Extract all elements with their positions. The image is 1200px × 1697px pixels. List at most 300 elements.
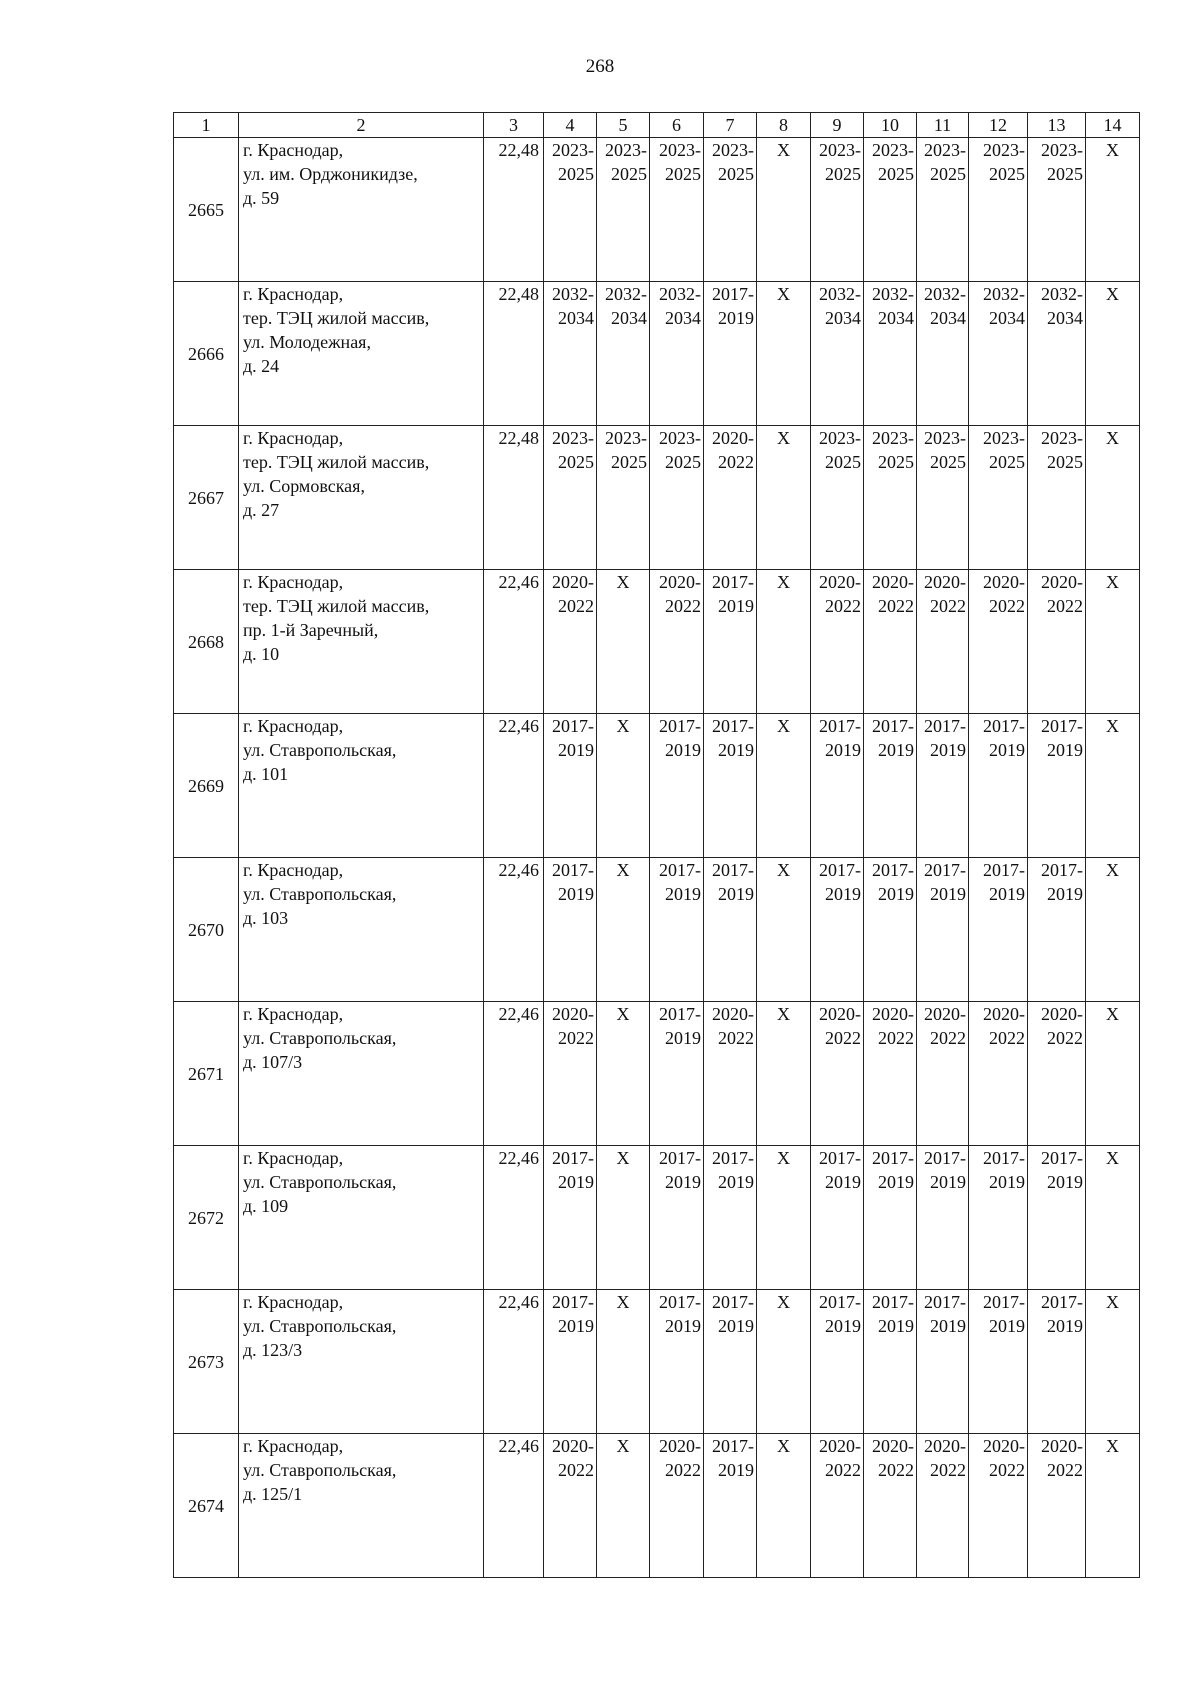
address-cell <box>239 138 484 282</box>
year-range-line: 2017- <box>924 1292 966 1312</box>
not-applicable-mark: X <box>1086 858 1140 1002</box>
year-range-cell <box>864 282 917 426</box>
year-range-line: 2022 <box>989 1028 1025 1048</box>
year-range-line: 2032- <box>659 284 701 304</box>
year-range-line: 2025 <box>930 452 966 472</box>
year-range-cell <box>864 1434 917 1578</box>
year-range-line: 2032- <box>872 284 914 304</box>
year-range-line: 2019 <box>825 740 861 760</box>
year-range-cell <box>650 570 704 714</box>
year-range-line: 2020- <box>819 1436 861 1456</box>
year-range-line: 2022 <box>989 596 1025 616</box>
year-range-line: 2034 <box>611 308 647 328</box>
address-cell <box>239 426 484 570</box>
address-cell <box>239 714 484 858</box>
year-range-line: 2022 <box>1047 1460 1083 1480</box>
year-range-cell <box>597 282 650 426</box>
address-line: ул. Ставропольская, <box>243 884 397 904</box>
year-range-line: 2025 <box>825 452 861 472</box>
year-range-line: 2017- <box>983 716 1025 736</box>
year-range-line: 2022 <box>825 596 861 616</box>
year-range-line: 2023- <box>924 428 966 448</box>
address-line: г. Краснодар, <box>243 1436 344 1456</box>
year-range-line: 2019 <box>825 884 861 904</box>
area-value: 22,46 <box>484 1434 544 1578</box>
year-range-line: 2034 <box>930 308 966 328</box>
year-range-cell <box>864 570 917 714</box>
year-range-line: 2022 <box>989 1460 1025 1480</box>
year-range-line: 2019 <box>665 884 701 904</box>
address-line: д. 123/3 <box>243 1340 303 1360</box>
year-range-cell <box>811 1434 864 1578</box>
address-line: пр. 1-й Заречный, <box>243 620 379 640</box>
year-range-cell <box>544 570 597 714</box>
not-applicable-mark: X <box>757 282 811 426</box>
year-range-cell <box>650 714 704 858</box>
area-value: 22,46 <box>484 1002 544 1146</box>
year-range-line: 2022 <box>930 1460 966 1480</box>
row-number: 2669 <box>174 714 239 858</box>
year-range-cell <box>1028 1290 1086 1434</box>
year-range-line: 2034 <box>558 308 594 328</box>
column-number-row <box>174 113 1140 138</box>
column-header-2: 2 <box>239 113 484 138</box>
not-applicable-mark: X <box>597 1434 650 1578</box>
address-cell <box>239 1290 484 1434</box>
not-applicable-mark: X <box>1086 1290 1140 1434</box>
year-range-cell <box>650 1434 704 1578</box>
year-range-cell <box>1028 858 1086 1002</box>
address-line: г. Краснодар, <box>243 572 344 592</box>
not-applicable-mark: X <box>1086 1434 1140 1578</box>
year-range-line: 2025 <box>665 164 701 184</box>
area-value: 22,46 <box>484 570 544 714</box>
year-range-line: 2020- <box>712 428 754 448</box>
year-range-line: 2017- <box>659 1004 701 1024</box>
year-range-cell <box>704 282 757 426</box>
year-range-line: 2019 <box>665 1316 701 1336</box>
year-range-cell <box>811 1002 864 1146</box>
year-range-line: 2022 <box>665 596 701 616</box>
year-range-line: 2022 <box>825 1460 861 1480</box>
year-range-line: 2025 <box>665 452 701 472</box>
year-range-line: 2019 <box>989 1172 1025 1192</box>
year-range-cell <box>969 858 1028 1002</box>
not-applicable-mark: X <box>597 570 650 714</box>
row-number: 2665 <box>174 138 239 282</box>
year-range-cell <box>597 138 650 282</box>
year-range-cell <box>704 1002 757 1146</box>
address-line: д. 109 <box>243 1196 289 1216</box>
not-applicable-mark: X <box>757 426 811 570</box>
year-range-cell <box>704 1290 757 1434</box>
year-range-line: 2020- <box>872 572 914 592</box>
row-number: 2671 <box>174 1002 239 1146</box>
year-range-line: 2017- <box>983 1148 1025 1168</box>
year-range-cell <box>1028 570 1086 714</box>
year-range-cell <box>544 1290 597 1434</box>
year-range-cell <box>917 138 969 282</box>
year-range-line: 2019 <box>1047 1172 1083 1192</box>
address-line: д. 103 <box>243 908 289 928</box>
row-number: 2672 <box>174 1146 239 1290</box>
year-range-line: 2017- <box>712 1292 754 1312</box>
year-range-line: 2022 <box>878 1460 914 1480</box>
year-range-line: 2020- <box>1041 1436 1083 1456</box>
year-range-line: 2022 <box>665 1460 701 1480</box>
year-range-line: 2017- <box>712 716 754 736</box>
year-range-cell <box>969 714 1028 858</box>
address-line: ул. Ставропольская, <box>243 1460 397 1480</box>
row-number: 2668 <box>174 570 239 714</box>
year-range-line: 2019 <box>718 596 754 616</box>
year-range-cell <box>969 570 1028 714</box>
year-range-line: 2019 <box>878 740 914 760</box>
year-range-line: 2019 <box>665 1172 701 1192</box>
year-range-cell <box>969 1290 1028 1434</box>
year-range-line: 2020- <box>924 1436 966 1456</box>
year-range-cell <box>1028 426 1086 570</box>
year-range-line: 2017- <box>819 1148 861 1168</box>
year-range-line: 2019 <box>558 1316 594 1336</box>
year-range-line: 2023- <box>552 428 594 448</box>
year-range-line: 2032- <box>605 284 647 304</box>
year-range-line: 2020- <box>983 1436 1025 1456</box>
year-range-line: 2019 <box>878 1316 914 1336</box>
not-applicable-mark: X <box>1086 570 1140 714</box>
year-range-line: 2019 <box>1047 884 1083 904</box>
year-range-line: 2032- <box>983 284 1025 304</box>
year-range-line: 2020- <box>924 1004 966 1024</box>
area-value: 22,48 <box>484 426 544 570</box>
table-row <box>174 714 1140 858</box>
not-applicable-mark: X <box>757 570 811 714</box>
not-applicable-mark: X <box>1086 714 1140 858</box>
address-cell <box>239 282 484 426</box>
year-range-line: 2025 <box>718 164 754 184</box>
address-line: д. 59 <box>243 188 280 208</box>
year-range-line: 2017- <box>983 1292 1025 1312</box>
year-range-cell <box>704 714 757 858</box>
year-range-cell <box>650 858 704 1002</box>
column-header-1: 1 <box>174 113 239 138</box>
area-value: 22,46 <box>484 1146 544 1290</box>
address-cell <box>239 858 484 1002</box>
year-range-line: 2022 <box>825 1028 861 1048</box>
not-applicable-mark: X <box>597 858 650 1002</box>
year-range-cell <box>917 1434 969 1578</box>
address-line: д. 107/3 <box>243 1052 303 1072</box>
year-range-cell <box>864 1146 917 1290</box>
year-range-cell <box>917 426 969 570</box>
not-applicable-mark: X <box>757 1002 811 1146</box>
year-range-cell <box>917 714 969 858</box>
column-header-5: 5 <box>597 113 650 138</box>
year-range-line: 2020- <box>872 1436 914 1456</box>
year-range-line: 2023- <box>924 140 966 160</box>
area-value: 22,46 <box>484 714 544 858</box>
address-line: ул. Ставропольская, <box>243 1316 397 1336</box>
year-range-line: 2020- <box>1041 1004 1083 1024</box>
year-range-cell <box>864 714 917 858</box>
year-range-cell <box>650 1290 704 1434</box>
year-range-line: 2025 <box>558 164 594 184</box>
year-range-cell <box>544 1146 597 1290</box>
year-range-line: 2023- <box>712 140 754 160</box>
year-range-line: 2032- <box>552 284 594 304</box>
year-range-line: 2022 <box>878 596 914 616</box>
year-range-line: 2017- <box>872 716 914 736</box>
not-applicable-mark: X <box>597 1146 650 1290</box>
not-applicable-mark: X <box>757 1146 811 1290</box>
year-range-line: 2019 <box>930 740 966 760</box>
table-row <box>174 1434 1140 1578</box>
year-range-line: 2020- <box>983 572 1025 592</box>
year-range-line: 2017- <box>712 1148 754 1168</box>
year-range-line: 2017- <box>659 716 701 736</box>
not-applicable-mark: X <box>1086 282 1140 426</box>
year-range-line: 2019 <box>558 1172 594 1192</box>
year-range-cell <box>864 1002 917 1146</box>
year-range-cell <box>650 138 704 282</box>
year-range-cell <box>864 138 917 282</box>
year-range-line: 2017- <box>659 1292 701 1312</box>
year-range-line: 2025 <box>989 452 1025 472</box>
year-range-line: 2017- <box>552 1292 594 1312</box>
area-value: 22,46 <box>484 858 544 1002</box>
year-range-line: 2023- <box>819 140 861 160</box>
year-range-line: 2017- <box>712 284 754 304</box>
year-range-line: 2019 <box>878 884 914 904</box>
year-range-cell <box>1028 1434 1086 1578</box>
year-range-line: 2023- <box>872 140 914 160</box>
not-applicable-mark: X <box>1086 138 1140 282</box>
year-range-line: 2022 <box>558 596 594 616</box>
year-range-cell <box>650 282 704 426</box>
year-range-line: 2019 <box>718 740 754 760</box>
address-line: г. Краснодар, <box>243 1292 344 1312</box>
address-line: тер. ТЭЦ жилой массив, <box>243 452 430 472</box>
year-range-cell <box>917 858 969 1002</box>
column-header-6: 6 <box>650 113 704 138</box>
year-range-line: 2025 <box>878 452 914 472</box>
table-row <box>174 1146 1140 1290</box>
year-range-line: 2019 <box>718 884 754 904</box>
address-line: д. 24 <box>243 356 280 376</box>
year-range-cell <box>864 426 917 570</box>
address-line: ул. Сормовская, <box>243 476 365 496</box>
year-range-line: 2023- <box>659 428 701 448</box>
year-range-cell <box>544 714 597 858</box>
year-range-line: 2019 <box>718 308 754 328</box>
column-header-3: 3 <box>484 113 544 138</box>
year-range-line: 2022 <box>930 1028 966 1048</box>
year-range-line: 2017- <box>712 572 754 592</box>
address-line: д. 101 <box>243 764 289 784</box>
not-applicable-mark: X <box>1086 1146 1140 1290</box>
year-range-line: 2020- <box>872 1004 914 1024</box>
year-range-line: 2025 <box>930 164 966 184</box>
not-applicable-mark: X <box>757 1290 811 1434</box>
year-range-line: 2032- <box>1041 284 1083 304</box>
register-table <box>173 112 1140 1578</box>
not-applicable-mark: X <box>757 1434 811 1578</box>
row-number: 2666 <box>174 282 239 426</box>
year-range-line: 2025 <box>989 164 1025 184</box>
year-range-cell <box>544 1434 597 1578</box>
address-line: ул. Ставропольская, <box>243 1172 397 1192</box>
year-range-cell <box>704 426 757 570</box>
year-range-line: 2017- <box>872 860 914 880</box>
year-range-line: 2022 <box>1047 1028 1083 1048</box>
year-range-line: 2019 <box>930 1172 966 1192</box>
year-range-line: 2017- <box>924 860 966 880</box>
year-range-line: 2025 <box>1047 164 1083 184</box>
row-number: 2674 <box>174 1434 239 1578</box>
address-line: ул. Ставропольская, <box>243 1028 397 1048</box>
not-applicable-mark: X <box>1086 426 1140 570</box>
year-range-line: 2020- <box>924 572 966 592</box>
year-range-line: 2023- <box>983 140 1025 160</box>
year-range-line: 2017- <box>712 860 754 880</box>
year-range-cell <box>811 570 864 714</box>
not-applicable-mark: X <box>757 714 811 858</box>
year-range-line: 2017- <box>552 860 594 880</box>
table-row <box>174 570 1140 714</box>
year-range-cell <box>650 1146 704 1290</box>
year-range-cell <box>544 1002 597 1146</box>
not-applicable-mark: X <box>597 1290 650 1434</box>
year-range-cell <box>969 282 1028 426</box>
area-value: 22,48 <box>484 282 544 426</box>
table-row <box>174 858 1140 1002</box>
year-range-line: 2022 <box>930 596 966 616</box>
address-line: тер. ТЭЦ жилой массив, <box>243 596 430 616</box>
column-header-11: 11 <box>917 113 969 138</box>
year-range-line: 2019 <box>718 1172 754 1192</box>
table-row <box>174 282 1140 426</box>
column-header-7: 7 <box>704 113 757 138</box>
year-range-line: 2020- <box>659 1436 701 1456</box>
year-range-line: 2025 <box>611 452 647 472</box>
address-line: ул. им. Орджоникидзе, <box>243 164 418 184</box>
address-line: г. Краснодар, <box>243 140 344 160</box>
year-range-line: 2019 <box>665 1028 701 1048</box>
not-applicable-mark: X <box>757 138 811 282</box>
year-range-line: 2023- <box>983 428 1025 448</box>
year-range-line: 2019 <box>825 1172 861 1192</box>
column-header-10: 10 <box>864 113 917 138</box>
not-applicable-mark: X <box>757 858 811 1002</box>
year-range-line: 2022 <box>558 1028 594 1048</box>
year-range-line: 2025 <box>878 164 914 184</box>
year-range-cell <box>704 1434 757 1578</box>
address-line: д. 27 <box>243 500 280 520</box>
year-range-cell <box>1028 714 1086 858</box>
year-range-cell <box>704 138 757 282</box>
year-range-line: 2023- <box>1041 428 1083 448</box>
row-number: 2667 <box>174 426 239 570</box>
year-range-line: 2020- <box>552 1004 594 1024</box>
year-range-cell <box>650 426 704 570</box>
year-range-line: 2023- <box>819 428 861 448</box>
year-range-cell <box>811 858 864 1002</box>
year-range-line: 2019 <box>665 740 701 760</box>
year-range-line: 2022 <box>718 452 754 472</box>
table-row <box>174 426 1140 570</box>
row-number: 2670 <box>174 858 239 1002</box>
year-range-line: 2023- <box>605 140 647 160</box>
year-range-line: 2019 <box>718 1460 754 1480</box>
year-range-line: 2020- <box>819 1004 861 1024</box>
address-line: г. Краснодар, <box>243 1004 344 1024</box>
year-range-line: 2019 <box>878 1172 914 1192</box>
year-range-cell <box>704 570 757 714</box>
year-range-cell <box>1028 1002 1086 1146</box>
year-range-cell <box>917 282 969 426</box>
year-range-line: 2017- <box>872 1292 914 1312</box>
year-range-line: 2017- <box>712 1436 754 1456</box>
year-range-line: 2032- <box>924 284 966 304</box>
year-range-line: 2017- <box>924 716 966 736</box>
address-cell <box>239 570 484 714</box>
year-range-line: 2017- <box>983 860 1025 880</box>
address-line: г. Краснодар, <box>243 1148 344 1168</box>
year-range-line: 2034 <box>665 308 701 328</box>
column-header-12: 12 <box>969 113 1028 138</box>
year-range-cell <box>811 282 864 426</box>
year-range-cell <box>1028 138 1086 282</box>
not-applicable-mark: X <box>1086 1002 1140 1146</box>
year-range-cell <box>917 1290 969 1434</box>
year-range-line: 2019 <box>718 1316 754 1336</box>
year-range-cell <box>917 1146 969 1290</box>
year-range-cell <box>544 282 597 426</box>
address-line: ул. Ставропольская, <box>243 740 397 760</box>
year-range-line: 2025 <box>825 164 861 184</box>
year-range-cell <box>969 1434 1028 1578</box>
year-range-line: 2017- <box>552 1148 594 1168</box>
year-range-line: 2017- <box>1041 1148 1083 1168</box>
year-range-cell <box>969 426 1028 570</box>
page-number: 268 <box>585 56 615 77</box>
year-range-line: 2017- <box>872 1148 914 1168</box>
year-range-line: 2019 <box>989 1316 1025 1336</box>
year-range-line: 2032- <box>819 284 861 304</box>
year-range-line: 2025 <box>558 452 594 472</box>
year-range-line: 2020- <box>1041 572 1083 592</box>
year-range-line: 2020- <box>552 572 594 592</box>
year-range-line: 2019 <box>930 884 966 904</box>
year-range-line: 2020- <box>819 572 861 592</box>
year-range-cell <box>917 1002 969 1146</box>
year-range-cell <box>917 570 969 714</box>
year-range-cell <box>864 1290 917 1434</box>
year-range-cell <box>811 1146 864 1290</box>
year-range-line: 2025 <box>611 164 647 184</box>
year-range-line: 2017- <box>819 1292 861 1312</box>
year-range-cell <box>811 1290 864 1434</box>
column-header-9: 9 <box>811 113 864 138</box>
year-range-cell <box>969 138 1028 282</box>
year-range-cell <box>650 1002 704 1146</box>
column-header-8: 8 <box>757 113 811 138</box>
year-range-line: 2017- <box>659 1148 701 1168</box>
year-range-line: 2019 <box>1047 1316 1083 1336</box>
address-line: тер. ТЭЦ жилой массив, <box>243 308 430 328</box>
year-range-line: 2034 <box>1047 308 1083 328</box>
year-range-cell <box>1028 282 1086 426</box>
